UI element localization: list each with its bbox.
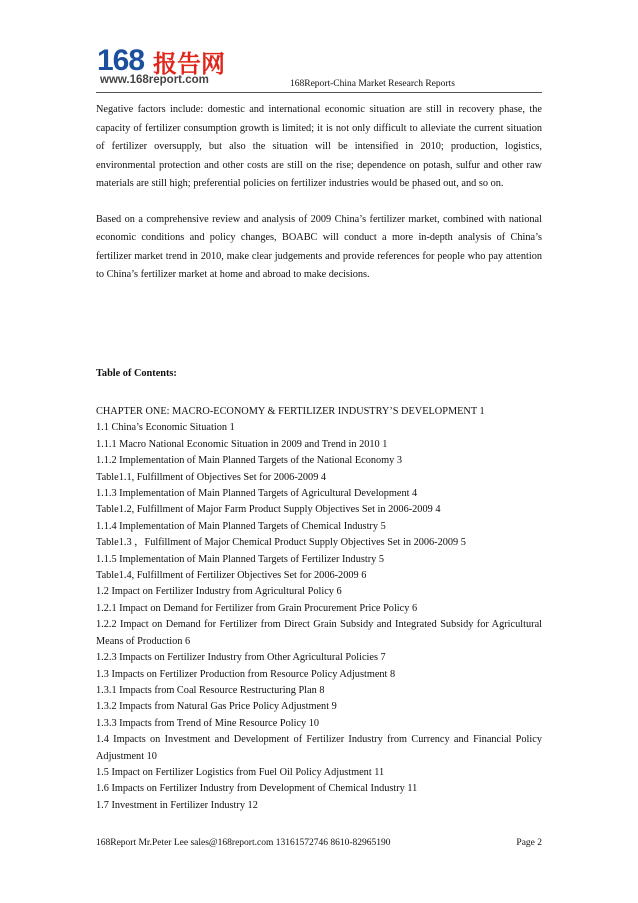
paragraph-analysis: Based on a comprehensive review and analysis of 2009 China’s fertilizer market, combined with national economic conditions and policy changes, BOABC will conduct a more in-depth analysis of China’s fertilizer market trend in 2010, make clear judgements and provide references for people who pay attention to China’s fertilizer market at home and abroad to make decisions. (96, 213, 542, 280)
logo-url: www.168report.com (100, 74, 209, 86)
toc-item: 1.3.3 Impacts from Trend of Mine Resource Policy 10 (96, 717, 320, 729)
toc-item: 1.4 Impacts on Investment and Development of Fertilizer Industry from Currency and Financial Policy Adjustment 10 (96, 734, 542, 762)
toc-item: 1.1.4 Implementation of Main Planned Targets of Chemical Industry 5 (96, 520, 386, 532)
toc-item: 1.6 Impacts on Fertilizer Industry from Development of Chemical Industry 11 (96, 783, 418, 795)
logo-chinese-text: 报告网 (153, 50, 225, 78)
toc-item: Table1.3 ，Fulfillment of Major Chemical Product Supply Objectives Set in 2006-2009 5 (96, 537, 466, 549)
toc-item: Table1.1, Fulfillment of Objectives Set for 2006-2009 4 (96, 471, 327, 483)
table-of-contents (96, 404, 542, 814)
toc-item: 1.3.2 Impacts from Natural Gas Price Policy Adjustment 9 (96, 701, 337, 713)
body-text (96, 101, 542, 285)
toc-item: Table1.4, Fulfillment of Fertilizer Objectives Set for 2006-2009 6 (96, 570, 367, 582)
logo (97, 46, 227, 90)
toc-item: Table1.2, Fulfillment of Major Farm Product Supply Objectives Set in 2006-2009 4 (96, 504, 441, 516)
toc-item: 1.1.1 Macro National Economic Situation in 2009 and Trend in 2010 1 (96, 438, 388, 450)
toc-item: 1.1.5 Implementation of Main Planned Targets of Fertilizer Industry 5 (96, 553, 385, 565)
toc-item: CHAPTER ONE: MACRO-ECONOMY & FERTILIZER INDUSTRY’S DEVELOPMENT 1 (96, 406, 485, 417)
toc-item: 1.7 Investment in Fertilizer Industry 12 (96, 799, 258, 811)
logo-number: 168 (97, 44, 145, 77)
toc-item: 1.2.2 Impact on Demand for Fertilizer from Direct Grain Subsidy and Integrated Subsidy for Agricultural Means of Production 6 (96, 619, 542, 647)
toc-item: 1.2.1 Impact on Demand for Fertilizer from Grain Procurement Price Policy 6 (96, 602, 418, 614)
toc-item: 1.1.3 Implementation of Main Planned Targets of Agricultural Development 4 (96, 488, 418, 500)
paragraph-negative-factors: Negative factors include: domestic and international economic situation are still in recovery phase, the capacity of fertilizer consumption growth is limited; it is not only difficult to alleviate the current situation of fertilizer oversupply, but also the situation will be intensified in 2010; production, logistics, environmental protection and other costs are still on the rise; dependence on potash, sulfur and other raw materials are still high; preferential policies on fertilizer industries would be phased out, and so on. (96, 104, 542, 189)
toc-item: 1.2.3 Impacts on Fertilizer Industry from Other Agricultural Policies 7 (96, 652, 386, 664)
toc-item: 1.3.1 Impacts from Coal Resource Restructuring Plan 8 (96, 684, 325, 696)
toc-item: 1.1.2 Implementation of Main Planned Targets of the National Economy 3 (96, 455, 403, 467)
toc-item: 1.1 China’s Economic Situation 1 (96, 422, 235, 434)
toc-item: 1.3 Impacts on Fertilizer Production from Resource Policy Adjustment 8 (96, 668, 396, 680)
page-number: Page 2 (516, 838, 542, 848)
header-divider (96, 92, 542, 93)
toc-item: 1.2 Impact on Fertilizer Industry from Agricultural Policy 6 (96, 586, 342, 598)
toc-item: 1.5 Impact on Fertilizer Logistics from Fuel Oil Policy Adjustment 11 (96, 766, 385, 778)
toc-title: Table of Contents: (96, 368, 177, 379)
header-title: 168Report-China Market Research Reports (290, 79, 455, 89)
footer-contact: 168Report Mr.Peter Lee sales@168report.com 13161572746 8610-82965190 (96, 838, 391, 848)
